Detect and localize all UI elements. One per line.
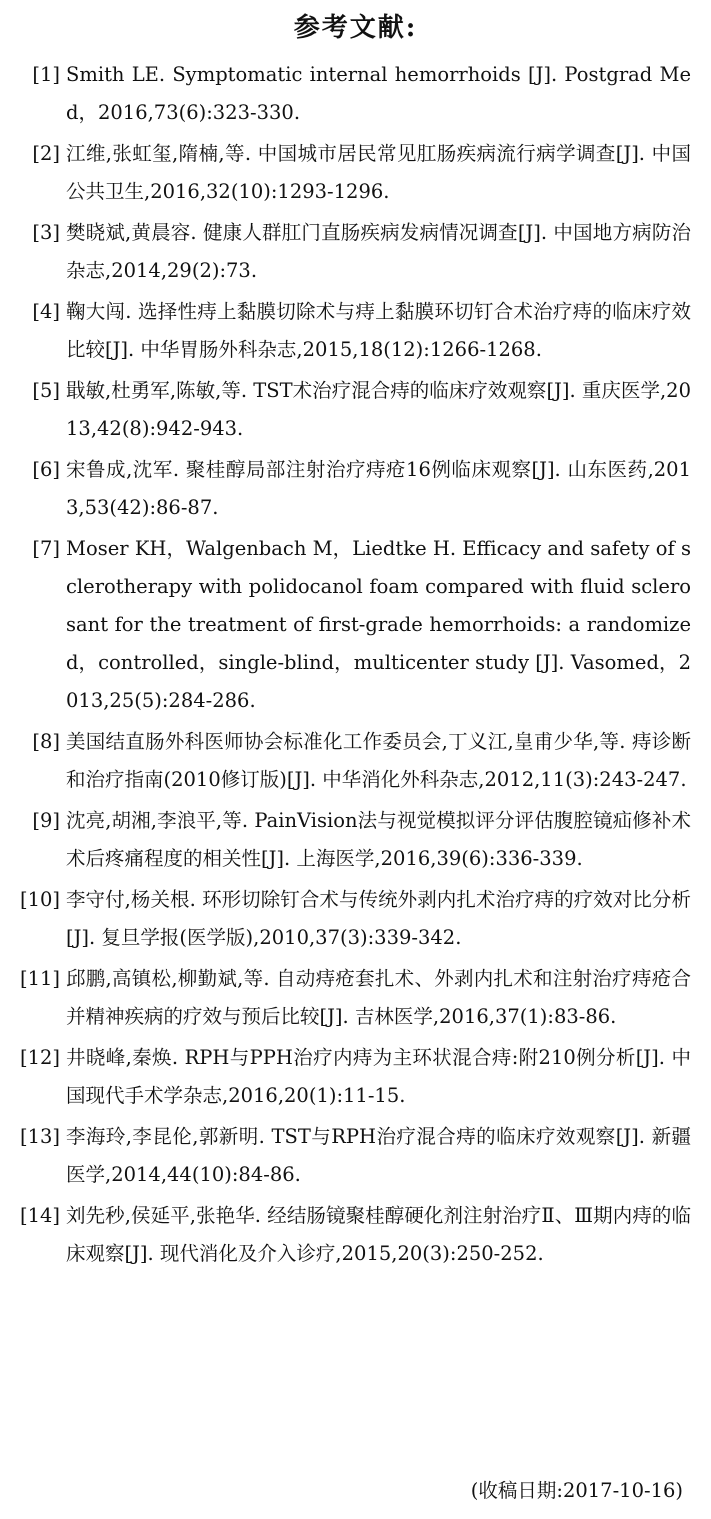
reference-number: [1]: [32, 63, 60, 86]
reference-item: [14, 960, 697, 1036]
reference-text: 李海玲,李昆伦,郭新明. TST与RPH治疗混合痔的临床疗效观察[J]. 新疆医学,2014,44(10):84-86.: [66, 1125, 691, 1186]
reference-item: [14, 802, 697, 878]
reference-list: [14, 56, 697, 1273]
reference-number: [13]: [19, 1125, 60, 1148]
reference-item: [14, 293, 697, 369]
reference-text: 李守付,杨关根. 环形切除钉合术与传统外剥内扎术治疗痔的疗效对比分析[J]. 复旦学报(医学版),2010,37(3):339-342.: [66, 888, 691, 949]
reference-number: [2]: [32, 142, 60, 165]
reference-number: [6]: [32, 458, 60, 481]
reference-text: 井晓峰,秦焕. RPH与PPH治疗内痔为主环状混合痔:附210例分析[J]. 中国现代手术学杂志,2016,20(1):11-15.: [66, 1046, 691, 1107]
reference-item: [14, 1118, 697, 1194]
reference-number: [8]: [32, 730, 60, 753]
reference-item: [14, 530, 697, 720]
reference-number: [9]: [32, 809, 60, 832]
reference-text: 樊晓斌,黄晨容. 健康人群肛门直肠疾病发病情况调查[J]. 中国地方病防治杂志,2014,29(2):73.: [66, 221, 691, 282]
reference-number: [4]: [32, 300, 60, 323]
received-date: (收稿日期:2017-10-16): [470, 1479, 683, 1502]
reference-item: [14, 372, 697, 448]
reference-text: Moser KH，Walgenbach M，Liedtke H. Efficacy and safety of sclerotherapy with polidocanol foam compared with fluid sclerosant for the treatment of first-grade hemorrhoids: a randomized，controlled，single-blind，multicenter study [J]. Vasomed，2013,25(5):284-286.: [66, 537, 691, 712]
reference-number: [11]: [19, 967, 60, 990]
reference-number: [10]: [19, 888, 60, 911]
reference-text: 江维,张虹玺,隋楠,等. 中国城市居民常见肛肠疾病流行病学调查[J]. 中国公共卫生,2016,32(10):1293-1296.: [66, 142, 691, 203]
reference-item: [14, 1197, 697, 1273]
reference-text: 宋鲁成,沈军. 聚桂醇局部注射治疗痔疮16例临床观察[J]. 山东医药,2013,53(42):86-87.: [66, 458, 691, 519]
reference-item: [14, 451, 697, 527]
reference-number: [12]: [19, 1046, 60, 1069]
reference-text: 沈亮,胡湘,李浪平,等. PainVision法与视觉模拟评分评估腹腔镜疝修补术术后疼痛程度的相关性[J]. 上海医学,2016,39(6):336-339.: [66, 809, 691, 870]
reference-item: [14, 1039, 697, 1115]
reference-text: 邱鹏,高镇松,柳勤斌,等. 自动痔疮套扎术、外剥内扎术和注射治疗痔疮合并精神疾病的疗效与预后比较[J]. 吉林医学,2016,37(1):83-86.: [66, 967, 691, 1028]
reference-number: [5]: [32, 379, 60, 402]
reference-text: 戢敏,杜勇军,陈敏,等. TST术治疗混合痔的临床疗效观察[J]. 重庆医学,2013,42(8):942-943.: [66, 379, 691, 440]
reference-item: [14, 881, 697, 957]
reference-number: [3]: [32, 221, 60, 244]
reference-item: [14, 723, 697, 799]
reference-item: [14, 135, 697, 211]
reference-item: [14, 56, 697, 132]
reference-number: [14]: [19, 1204, 60, 1227]
reference-item: [14, 214, 697, 290]
reference-number: [7]: [32, 537, 60, 560]
reference-text: 刘先秒,侯延平,张艳华. 经结肠镜聚桂醇硬化剂注射治疗Ⅱ、Ⅲ期内痔的临床观察[J]. 现代消化及介入诊疗,2015,20(3):250-252.: [66, 1204, 691, 1265]
reference-text: 美国结直肠外科医师协会标准化工作委员会,丁义江,皇甫少华,等. 痔诊断和治疗指南(2010修订版)[J]. 中华消化外科杂志,2012,11(3):243-247.: [66, 730, 691, 791]
references-heading: 参考文献:: [293, 13, 418, 43]
reference-text: Smith LE. Symptomatic internal hemorrhoids [J]. Postgrad Med，2016,73(6):323-330.: [66, 63, 691, 124]
reference-text: 鞠大闯. 选择性痔上黏膜切除术与痔上黏膜环切钉合术治疗痔的临床疗效比较[J]. 中华胃肠外科杂志,2015,18(12):1266-1268.: [66, 300, 691, 361]
